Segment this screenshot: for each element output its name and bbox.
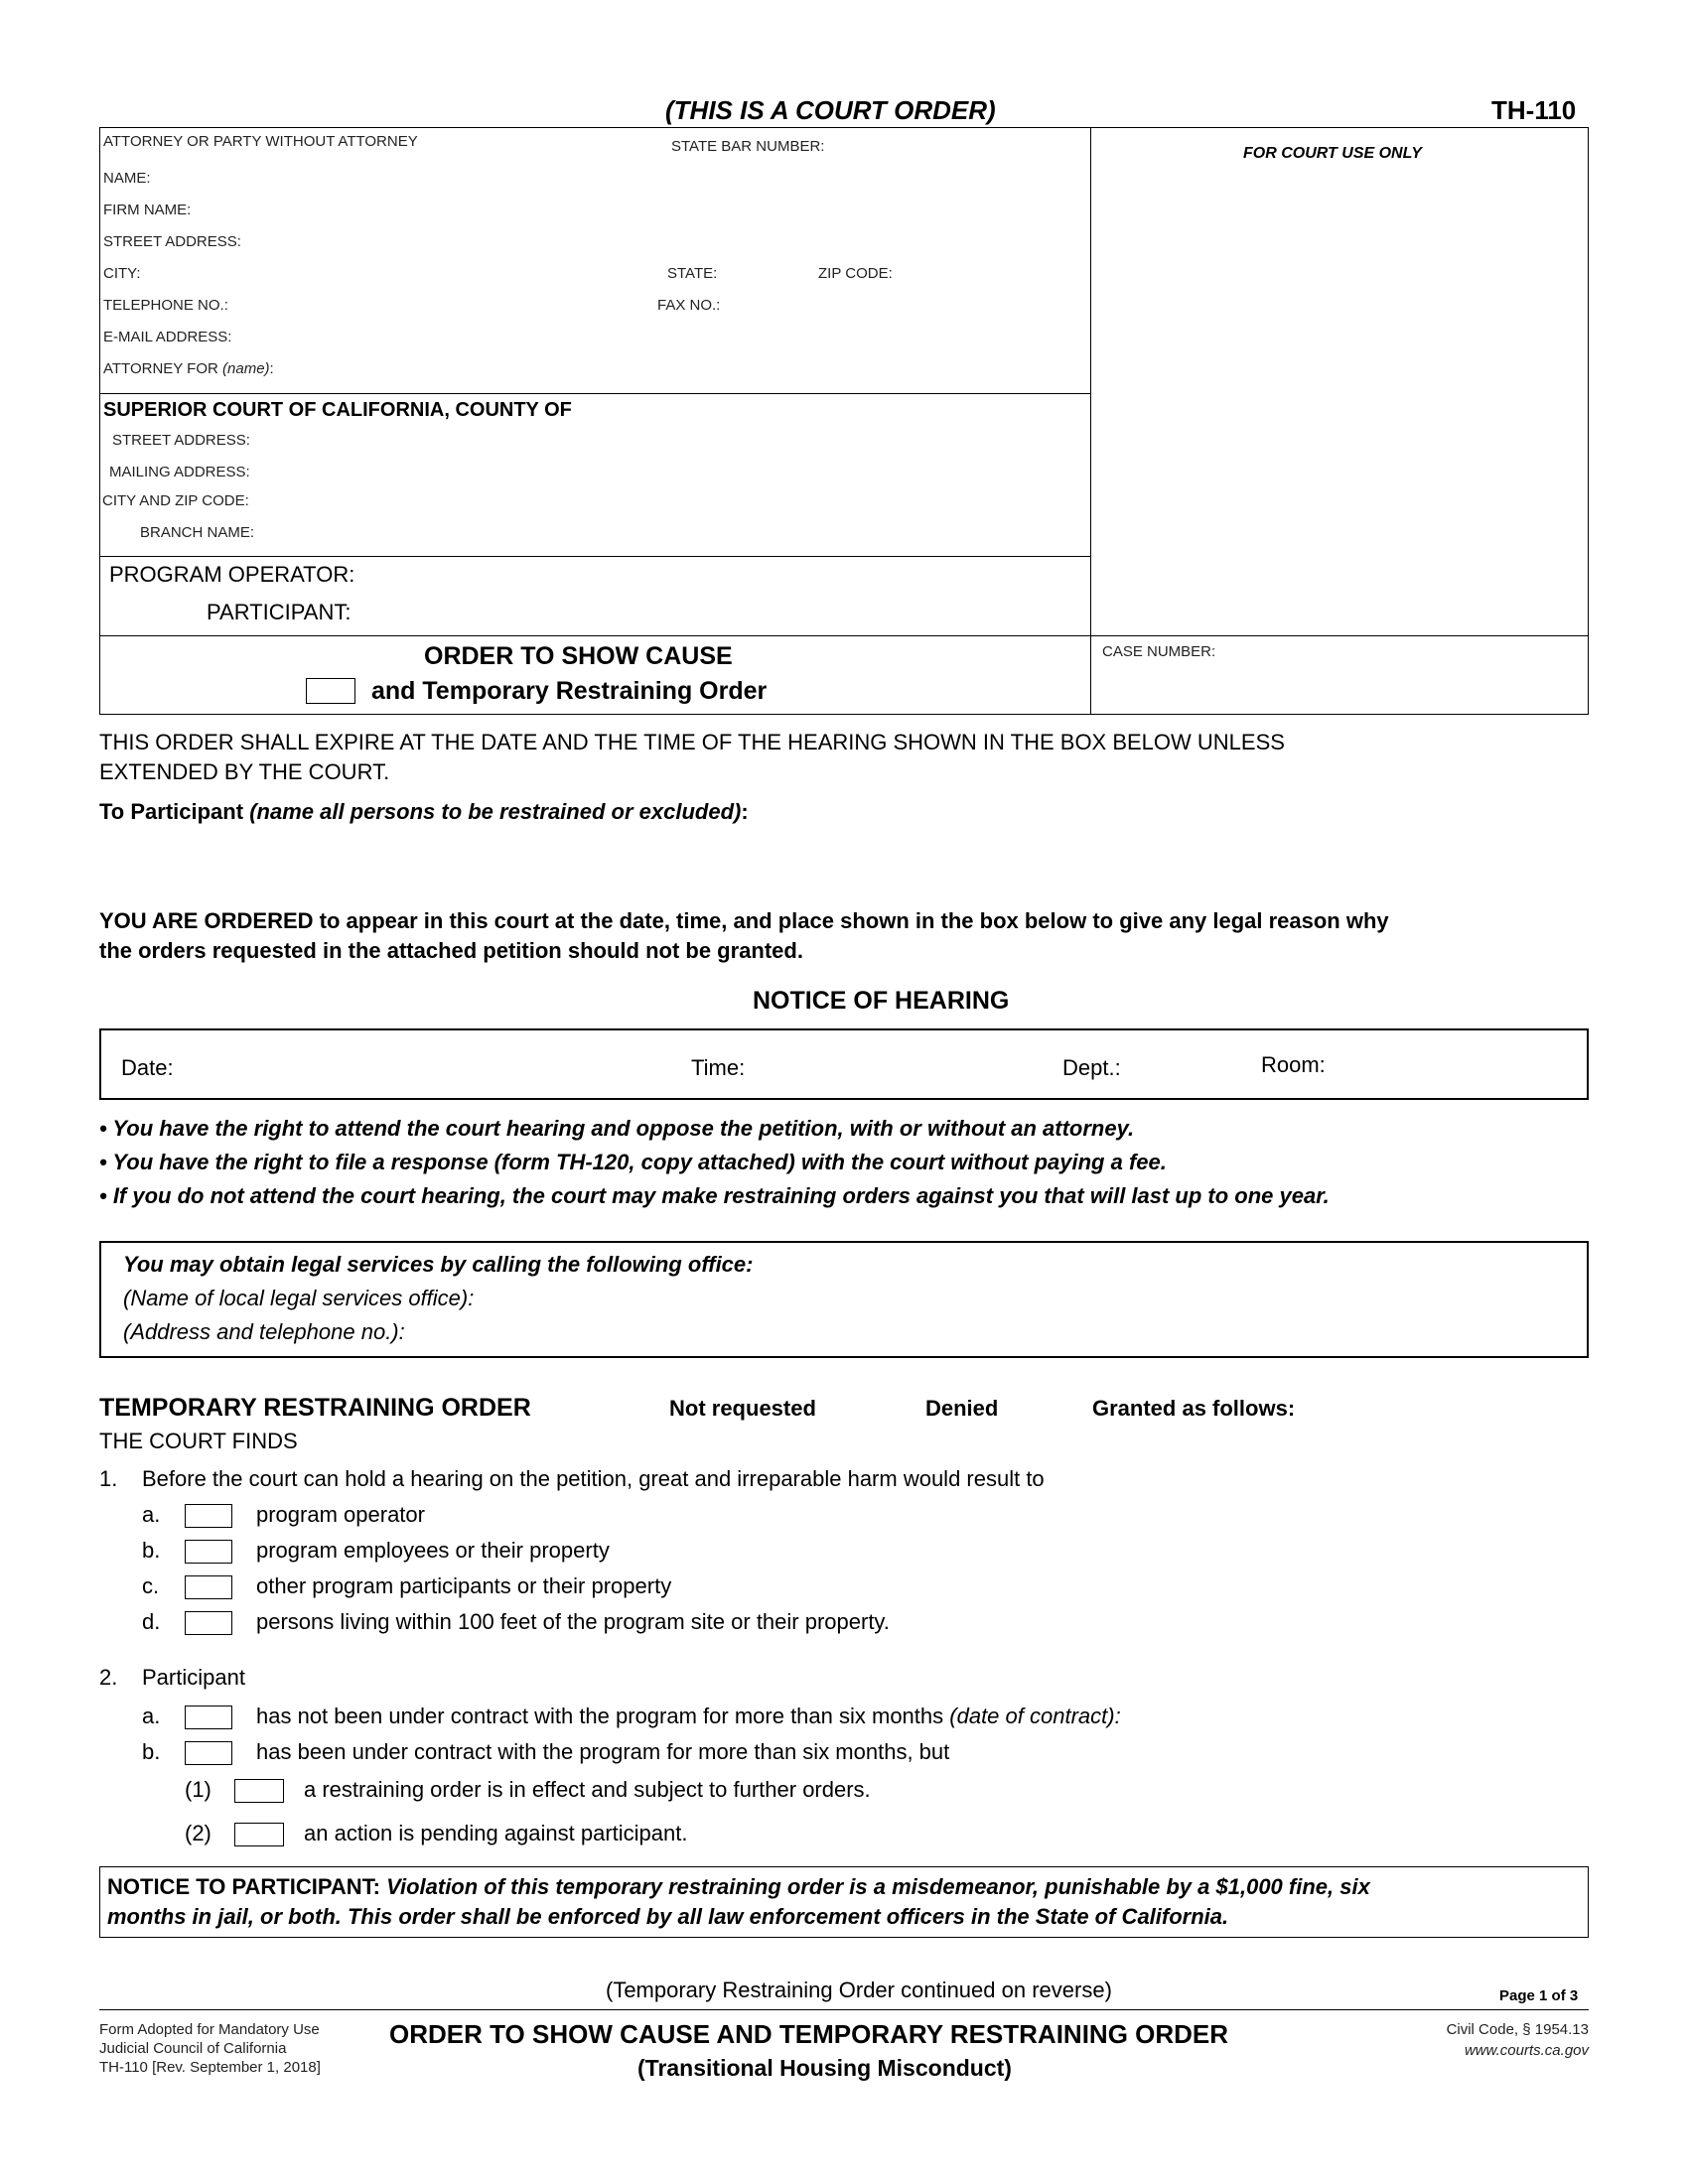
court-branch-label: BRANCH NAME: <box>140 524 255 541</box>
item1c-text: other program participants or their property <box>256 1573 672 1598</box>
attorney-court-divider <box>99 393 1091 394</box>
court-finds: THE COURT FINDS <box>99 1429 298 1453</box>
tro-granted[interactable]: Granted as follows: <box>1092 1396 1296 1421</box>
form-title-line2: and Temporary Restraining Order <box>371 677 768 705</box>
item1b-letter: b. <box>142 1538 161 1563</box>
item2a-checkbox[interactable] <box>185 1706 232 1729</box>
item2-number: 2. <box>99 1665 118 1690</box>
item1a-checkbox[interactable] <box>185 1504 232 1528</box>
item2b1-text: a restraining order is in effect and subject to further orders. <box>304 1777 871 1802</box>
item2b1-checkbox[interactable] <box>234 1779 284 1803</box>
right-attend: • You have the right to attend the court hearing and oppose the petition, with or without an attorney. <box>99 1116 1135 1141</box>
continued-note: (Temporary Restraining Order continued on reverse) <box>606 1978 1112 2002</box>
court-use-label: FOR COURT USE ONLY <box>1243 145 1422 162</box>
adopted-line2: Judicial Council of California <box>99 2040 287 2057</box>
participant-label: PARTICIPANT: <box>207 600 352 624</box>
to-participant-colon: : <box>741 799 749 824</box>
website[interactable]: www.courts.ca.gov <box>1464 2042 1589 2059</box>
right-warning: • If you do not attend the court hearing, the court may make restraining orders against you that will last up to one year. <box>99 1183 1330 1208</box>
item1-number: 1. <box>99 1466 118 1491</box>
item2b2-text: an action is pending against participant. <box>304 1821 688 1845</box>
court-parties-divider <box>99 556 1091 557</box>
item1b-checkbox[interactable] <box>185 1540 232 1564</box>
street-address-label: STREET ADDRESS: <box>103 233 241 250</box>
tro-heading: TEMPORARY RESTRAINING ORDER <box>99 1394 531 1422</box>
item1a-text: program operator <box>256 1502 425 1527</box>
to-participant-hint: (name all persons to be restrained or excluded) <box>249 799 742 824</box>
item2-text: Participant <box>142 1665 245 1690</box>
firm-name-label: FIRM NAME: <box>103 202 192 218</box>
item2a-main: has not been under contract with the program for more than six months <box>256 1704 950 1728</box>
ordered-line1 <box>99 908 1389 934</box>
item2b-checkbox[interactable] <box>185 1741 232 1765</box>
expire-line1: THIS ORDER SHALL EXPIRE AT THE DATE AND THE TIME OF THE HEARING SHOWN IN THE BOX BELOW UNLESS <box>99 730 1285 754</box>
parties-title-divider <box>99 635 1589 636</box>
expire-line2: EXTENDED BY THE COURT. <box>99 759 390 784</box>
notice-of-hearing-heading: NOTICE OF HEARING <box>753 987 1010 1015</box>
notice-to-participant-line1 <box>107 1874 1370 1900</box>
tro-denied[interactable]: Denied <box>925 1396 999 1421</box>
zip-code-label: ZIP CODE: <box>818 265 893 282</box>
item2b1-number: (1) <box>185 1777 211 1802</box>
telephone-label: TELEPHONE NO.: <box>103 297 228 314</box>
legal-services-office: (Name of local legal services office): <box>123 1286 475 1310</box>
item1d-text: persons living within 100 feet of the program site or their property. <box>256 1609 890 1634</box>
hearing-date-label[interactable]: Date: <box>121 1055 174 1080</box>
item1d-letter: d. <box>142 1609 161 1634</box>
attorney-for-name-hint: (name) <box>222 360 270 377</box>
item1c-checkbox[interactable] <box>185 1575 232 1599</box>
hearing-room-label[interactable]: Room: <box>1261 1052 1326 1077</box>
court-mailing-label: MAILING ADDRESS: <box>109 464 250 480</box>
program-operator-label: PROGRAM OPERATOR: <box>109 562 355 587</box>
tro-not-requested[interactable]: Not requested <box>669 1396 816 1421</box>
legal-services-address: (Address and telephone no.): <box>123 1319 405 1344</box>
to-participant <box>99 799 749 825</box>
item2b2-checkbox[interactable] <box>234 1823 284 1846</box>
adopted-line1: Form Adopted for Mandatory Use <box>99 2021 320 2038</box>
item2b2-number: (2) <box>185 1821 211 1845</box>
caption-divider <box>1090 127 1091 715</box>
fax-label: FAX NO.: <box>657 297 721 314</box>
form-number: TH-110 <box>1491 95 1577 125</box>
ordered-rest: to appear in this court at the date, time, and place shown in the box below to give any legal reason why <box>313 908 1389 933</box>
notice-to-participant-line2: months in jail, or both. This order shall be enforced by all law enforcement officers in the State of California. <box>107 1904 1229 1929</box>
civil-code: Civil Code, § 1954.13 <box>1446 2021 1589 2038</box>
hearing-dept-label[interactable]: Dept.: <box>1062 1055 1121 1080</box>
hearing-box <box>99 1028 1589 1100</box>
court-street-label: STREET ADDRESS: <box>112 432 250 449</box>
notice-text1: Violation of this temporary restraining order is a misdemeanor, punishable by a $1,000 fine, six <box>380 1874 1370 1899</box>
email-label: E-MAIL ADDRESS: <box>103 329 232 345</box>
attorney-for-label <box>103 360 274 377</box>
ordered-line2: the orders requested in the attached petition should not be granted. <box>99 938 803 963</box>
item2a-text <box>256 1704 1121 1729</box>
item2b-letter: b. <box>142 1739 161 1764</box>
item1a-letter: a. <box>142 1502 161 1527</box>
city-label: CITY: <box>103 265 141 282</box>
court-heading: SUPERIOR COURT OF CALIFORNIA, COUNTY OF <box>103 399 572 421</box>
item1b-text: program employees or their property <box>256 1538 610 1563</box>
footer-title: ORDER TO SHOW CAUSE AND TEMPORARY RESTRAINING ORDER <box>389 2019 1229 2049</box>
item2a-letter: a. <box>142 1704 161 1728</box>
footer-rule <box>99 2009 1589 2010</box>
item2a-date-hint: (date of contract): <box>949 1704 1121 1728</box>
right-respond: • You have the right to file a response (form TH-120, copy attached) with the court without paying a fee. <box>99 1150 1167 1174</box>
form-title-line1: ORDER TO SHOW CAUSE <box>424 642 733 670</box>
name-label: NAME: <box>103 170 151 187</box>
notice-label: NOTICE TO PARTICIPANT: <box>107 1874 380 1899</box>
hearing-time-label[interactable]: Time: <box>691 1055 746 1080</box>
state-label: STATE: <box>667 265 718 282</box>
item1d-checkbox[interactable] <box>185 1611 232 1635</box>
footer-subtitle: (Transitional Housing Misconduct) <box>637 2055 1012 2081</box>
adopted-line3: TH-110 [Rev. September 1, 2018] <box>99 2059 321 2076</box>
case-number-label: CASE NUMBER: <box>1102 643 1216 660</box>
tro-title-checkbox[interactable] <box>306 678 355 704</box>
court-order-notice: (THIS IS A COURT ORDER) <box>665 95 996 125</box>
item2b-text: has been under contract with the program for more than six months, but <box>256 1739 950 1764</box>
state-bar-label: STATE BAR NUMBER: <box>671 138 825 155</box>
legal-services-line1: You may obtain legal services by calling the following office: <box>123 1252 754 1277</box>
court-city-zip-label: CITY AND ZIP CODE: <box>102 492 249 509</box>
attorney-heading: ATTORNEY OR PARTY WITHOUT ATTORNEY <box>103 133 418 150</box>
item1c-letter: c. <box>142 1573 160 1598</box>
page-number: Page 1 of 3 <box>1499 1987 1579 2004</box>
ordered-bold: YOU ARE ORDERED <box>99 908 314 933</box>
attorney-for-colon: : <box>269 360 274 377</box>
item1-text: Before the court can hold a hearing on the petition, great and irreparable harm would result to <box>142 1466 1045 1491</box>
to-participant-label: To Participant <box>99 799 244 824</box>
attorney-for-text: ATTORNEY FOR <box>103 360 218 377</box>
